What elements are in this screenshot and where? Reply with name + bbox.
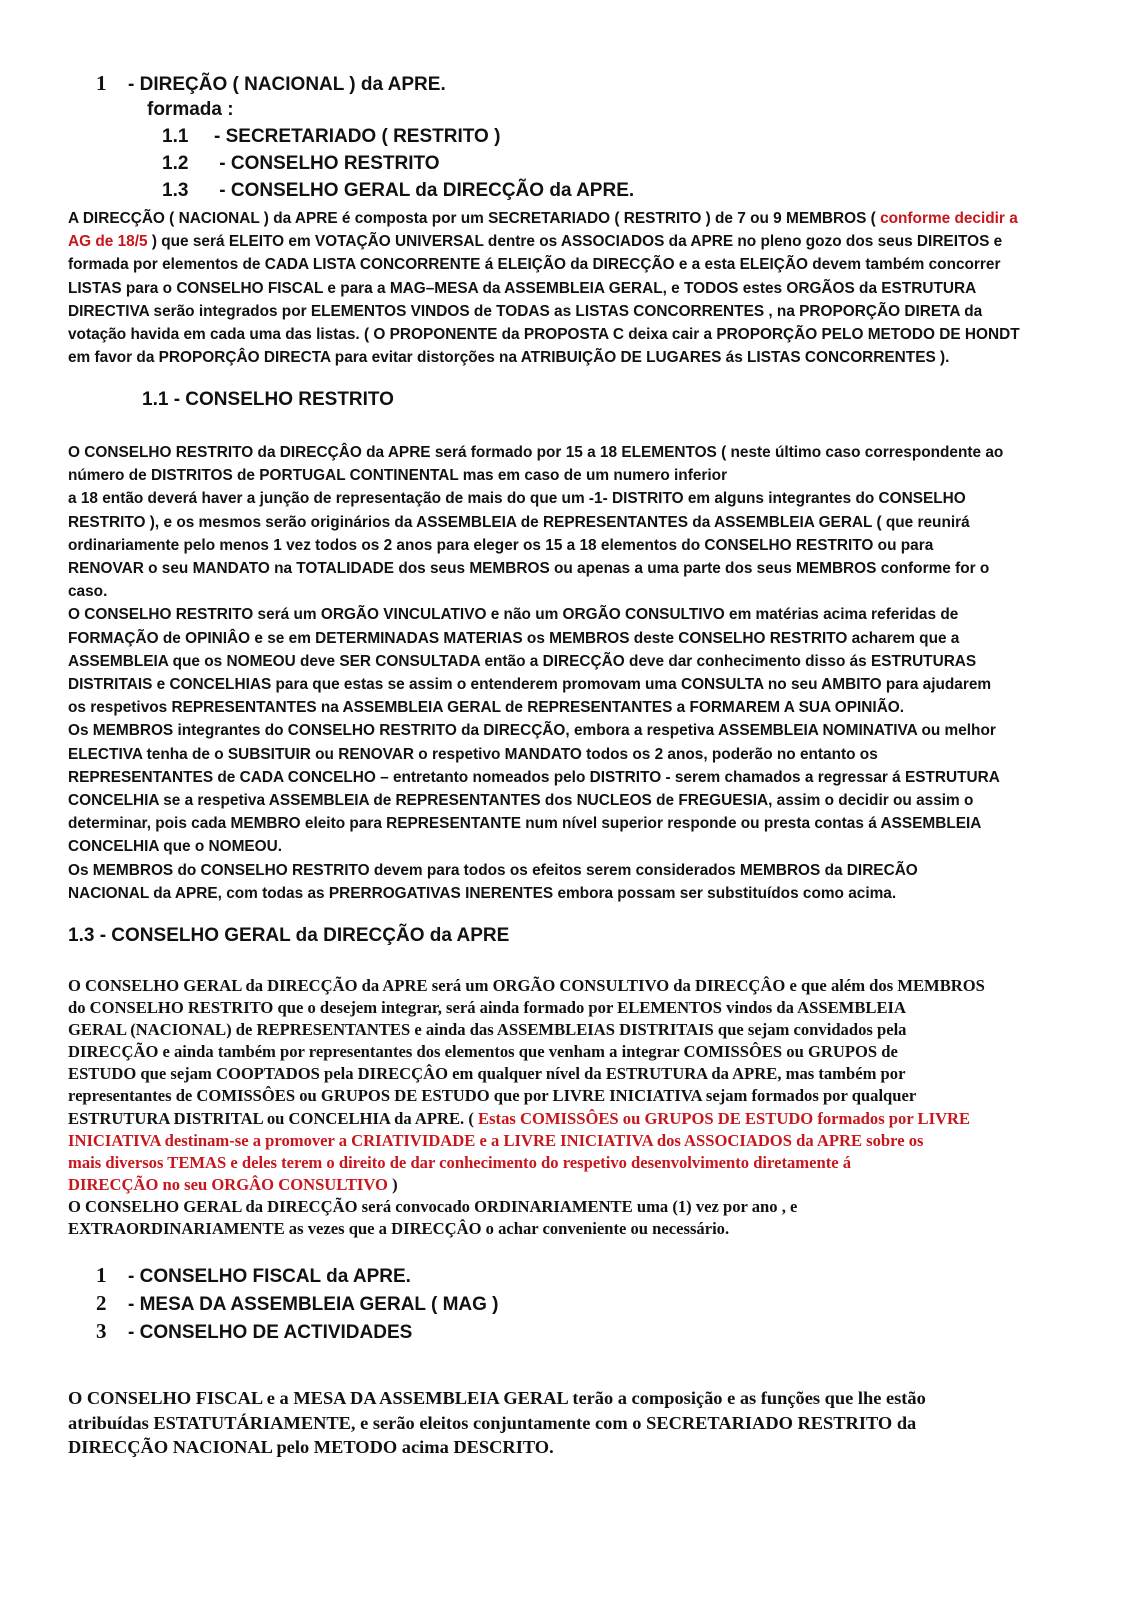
paragraph-conselho-restrito [68, 441, 1068, 905]
text-line: NACIONAL da APRE, com todas as PRERROGATIVAS INERENTES embora possam ser substituídos como acima. [68, 884, 897, 902]
text-line: DIRECTIVA serão integrados por ELEMENTOS VINDOS de TODAS as LISTAS CONCORRENTES , na PROPORÇÃO DIRETA da [68, 302, 983, 320]
sub-number: 1.3 [162, 180, 189, 201]
text-line: ordinariamente pelo menos 1 vez todos os 2 anos para eleger os 15 a 18 elementos do CONSELHO RESTRITO ou para [68, 536, 934, 554]
sub-item-conselho-restrito [162, 151, 440, 177]
text-line: os respetivos REPRESENTANTES na ASSEMBLEIA GERAL de REPRESENTANTES a FORMAREM A SUA OPINIÃO. [68, 699, 905, 717]
text-line: RESTRITO ), e os mesmos serão originários da ASSEMBLEIA de REPRESENTANTES da ASSEMBLEIA GERAL ( que reunirá [68, 513, 970, 531]
text-line: O CONSELHO GERAL da DIRECÇÃO será convocado ORDINARIAMENTE uma (1) vez por ano , e [68, 1196, 798, 1216]
text-line: EXTRAORDINARIAMENTE as vezes que a DIRECÇÂO o achar conveniente ou necessário. [68, 1219, 730, 1239]
sub-label: - CONSELHO RESTRITO [214, 153, 440, 174]
highlight-text: INICIATIVA destinam-se a promover a CRIATIVIDADE e a LIVRE INICIATIVA dos ASSOCIADOS da APRE sobre os [68, 1130, 924, 1150]
sub-label: - SECRETARIADO ( RESTRITO ) [214, 126, 501, 147]
paragraph-direcao [68, 207, 1068, 369]
list-number: 1 [96, 71, 107, 95]
text-line: GERAL (NACIONAL) de REPRESENTANTES e ainda das ASSEMBLEIAS DISTRITAIS que sejam convidados pela [68, 1020, 907, 1040]
text-line: LISTAS para o CONSELHO FISCAL e para a MAG–MESA da ASSEMBLEIA GERAL, e TODOS estes ORGÃOS da ESTRUTURA [68, 279, 977, 297]
paragraph-conselho-geral [68, 975, 1068, 1240]
sub-item-conselho-geral [162, 178, 634, 204]
heading-label: - DIREÇÃO ( NACIONAL ) da APRE. [128, 74, 446, 95]
sub-item-secretariado [162, 124, 500, 150]
text-line: CONCELHIA que o NOMEOU. [68, 838, 283, 856]
text-line: do CONSELHO RESTRITO que o desejem integrar, será ainda formado por ELEMENTOS vindos da ASSEMBLEIA [68, 998, 906, 1018]
highlight-text: Estas COMISSÔES ou GRUPOS DE ESTUDO formados por LIVRE [478, 1108, 971, 1128]
text-line: REPRESENTANTES de CADA CONCELHO – entretanto nomeados pelo DISTRITO - serem chamados a regressar á ESTRUTURA [68, 768, 1000, 786]
text-line: ELECTIVA tenha de o SUBSITUIR ou RENOVAR o respetivo MANDATO todos os 2 anos, poderão no entanto os [68, 745, 878, 763]
paragraph-final [68, 1386, 1068, 1460]
list-label: - MESA DA ASSEMBLEIA GERAL ( MAG ) [128, 1294, 499, 1315]
section-heading-conselho-restrito: 1.1 - CONSELHO RESTRITO [142, 389, 394, 410]
text-line: O CONSELHO FISCAL e a MESA DA ASSEMBLEIA GERAL terão a composição e as funções que lhe estão [68, 1388, 926, 1408]
text-line: A DIRECÇÃO ( NACIONAL ) da APRE é composta por um SECRETARIADO ( RESTRITO ) de 7 ou 9 MEMBROS ( [68, 210, 881, 227]
text-line: ) que será ELEITO em VOTAÇÃO UNIVERSAL dentre os ASSOCIADOS da APRE no pleno gozo dos seus DIREITOS e [147, 233, 1003, 251]
list-item-conselho-actividades [96, 1318, 412, 1346]
text-line: formada por elementos de CADA LISTA CONCORRENTE á ELEIÇÃO da DIRECÇÃO e a esta ELEIÇÃO devem também concorrer [68, 256, 1001, 274]
text-line: Os MEMBROS integrantes do CONSELHO RESTRITO da DIRECÇÃO, embora a respetiva ASSEMBLEIA NOMINATIVA ou melhor [68, 722, 996, 740]
sub-number: 1.2 [162, 153, 189, 174]
text-line: em favor da PROPORÇÂO DIRECTA para evitar distorções na ATRIBUIÇÃO DE LUGARES ás LISTAS CONCORRENTES ). [68, 349, 950, 367]
list-item-mesa-assembleia [96, 1290, 499, 1318]
text-line: votação havida em cada uma das listas. ( O PROPONENTE da PROPOSTA C deixa cair a PROPORÇÃO PELO METODO DE HONDT [68, 326, 1020, 344]
text-line: DIRECÇÃO NACIONAL pelo METODO acima DESCRITO. [68, 1437, 554, 1457]
highlight-text: mais diversos TEMAS e deles terem o direito de dar conhecimento do respetivo desenvolvimento diretamente á [68, 1152, 852, 1172]
text-line: FORMAÇÃO de OPINIÂO e se em DETERMINADAS MATERIAS os MEMBROS deste CONSELHO RESTRITO acharem que a [68, 629, 960, 647]
list-label: - CONSELHO FISCAL da APRE. [128, 1266, 411, 1287]
heading-direcao-nacional [96, 70, 446, 98]
text-line: a 18 então deverá haver a junção de representação de mais do que um -1- DISTRITO em alguns integrantes do CONSELHO [68, 490, 966, 508]
text-line: O CONSELHO RESTRITO será um ORGÃO VINCULATIVO e não um ORGÃO CONSULTIVO em matérias acima referidas de [68, 606, 959, 624]
highlight-text: DIRECÇÃO no seu ORGÂO CONSULTIVO [68, 1174, 388, 1194]
text-line: Os MEMBROS do CONSELHO RESTRITO devem para todos os efeitos serem considerados MEMBROS da DIRECÃO [68, 861, 918, 879]
text-line: O CONSELHO RESTRITO da DIRECÇÂO da APRE será formado por 15 a 18 ELEMENTOS ( neste último caso correspondente ao [68, 444, 1004, 461]
list-label: - CONSELHO DE ACTIVIDADES [128, 1322, 413, 1343]
text-line: determinar, pois cada MEMBRO eleito para REPRESENTANTE num nível superior responde ou presta contas á ASSEMBLEIA [68, 815, 982, 833]
text-line: DIRECÇÃO e ainda também por representantes dos elementos que venham a integrar COMISSÔES ou GRUPOS de [68, 1042, 898, 1062]
text-line: O CONSELHO GERAL da DIRECÇÃO da APRE será um ORGÃO CONSULTIVO da DIRECÇÂO e que além dos MEMBROS [68, 976, 985, 995]
text-line: caso. [68, 583, 108, 601]
text-line: número de DISTRITOS de PORTUGAL CONTINENTAL mas em caso de um numero inferior [68, 467, 728, 485]
list-item-conselho-fiscal [96, 1262, 411, 1290]
text-line: ASSEMBLEIA que os NOMEOU deve SER CONSULTADA então a DIRECÇÃO deve dar conhecimento disso ás ESTRUTURAS [68, 652, 977, 670]
list-number: 2 [96, 1291, 107, 1315]
highlight-text: AG de 18/5 [68, 233, 148, 251]
section-heading-conselho-geral: 1.3 - CONSELHO GERAL da DIRECÇÃO da APRE [68, 925, 510, 946]
text-line: CONCELHIA se a respetiva ASSEMBLEIA de REPRESENTANTES dos NUCLEOS de FREGUESIA, assim o decidir ou assim o [68, 792, 974, 810]
highlight-text: conforme decidir a [880, 210, 1018, 227]
list-number: 3 [96, 1319, 107, 1343]
text-line: ESTRUTURA DISTRITAL ou CONCELHIA da APRE. ( [68, 1108, 479, 1128]
sub-number: 1.1 [162, 126, 189, 147]
sub-label: - CONSELHO GERAL da DIRECÇÃO da APRE. [214, 180, 635, 201]
list-number: 1 [96, 1263, 107, 1287]
formada-label: formada : [147, 99, 234, 120]
text-line: atribuídas ESTATUTÁRIAMENTE, e serão eleitos conjuntamente com o SECRETARIADO RESTRITO da [68, 1412, 917, 1433]
text-line: RENOVAR o seu MANDATO na TOTALIDADE dos seus MEMBROS ou apenas a uma parte dos seus MEMBROS conforme for o [68, 560, 990, 578]
text-line: ) [387, 1174, 398, 1194]
text-line: ESTUDO que sejam COOPTADOS pela DIRECÇÂO em qualquer nível da ESTRUTURA da APRE, mas também por [68, 1064, 906, 1084]
text-line: representantes de COMISSÔES ou GRUPOS DE ESTUDO que por LIVRE INICIATIVA sejam formados por qualquer [68, 1086, 917, 1106]
text-line: DISTRITAIS e CONCELHIAS para que estas se assim o entenderem promovam uma CONSULTA no seu AMBITO para ajudarem [68, 676, 992, 694]
